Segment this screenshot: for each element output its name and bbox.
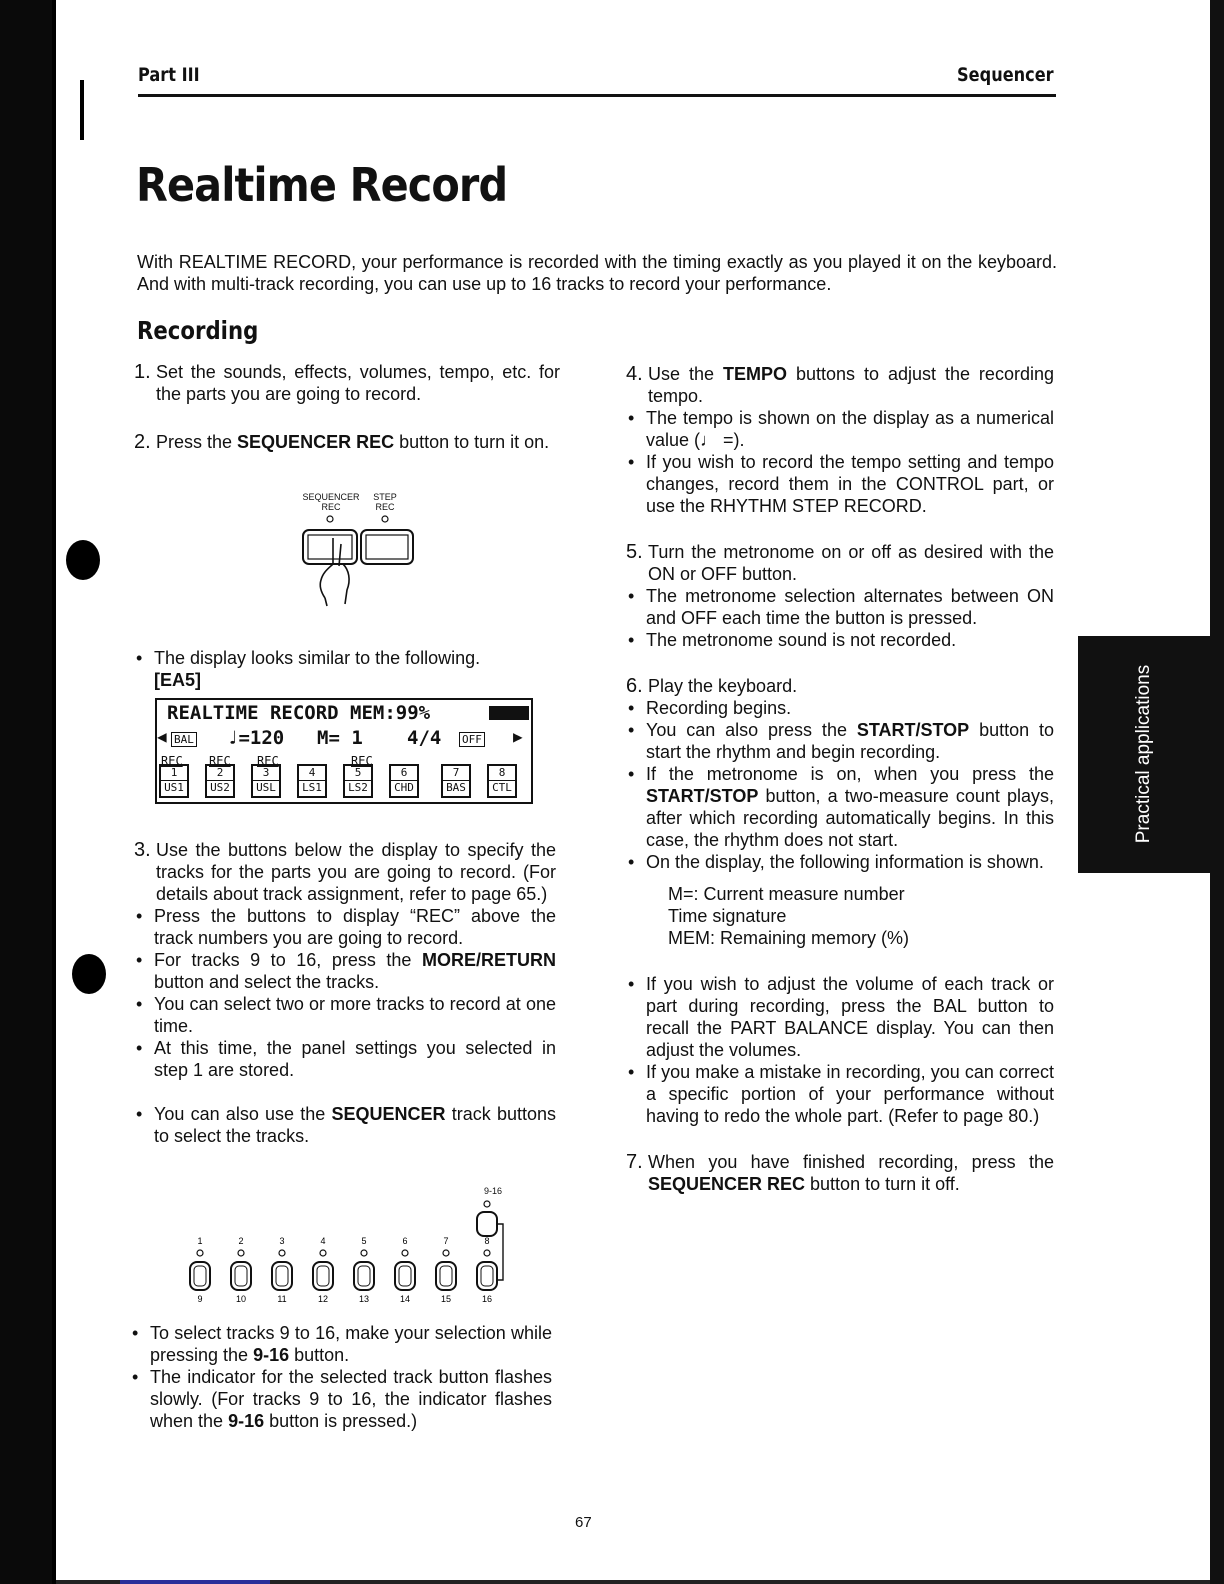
lcd-tempo: ♩=120 bbox=[227, 727, 285, 749]
left-column bbox=[134, 361, 560, 453]
display-note: • The display looks similar to the following. [EA5] bbox=[134, 647, 560, 691]
bullet: • If you wish to record the tempo setting and tempo changes, record them in the CONTROL part, or use the RHYTHM STEP RECORD. bbox=[626, 451, 1054, 517]
bullet: • The tempo is shown on the display as a numerical value (♩ =). bbox=[626, 407, 1054, 451]
page-title: Realtime Record bbox=[136, 158, 508, 212]
bullet: • The metronome selection alternates between ON and OFF each time the button is pressed. bbox=[626, 585, 1054, 629]
bullet: • The indicator for the selected track button flashes slowly. (For tracks 9 to 16, the indicator flashes when the 9-16 button is pressed.) bbox=[130, 1366, 552, 1432]
lcd-track-7: 7 BAS bbox=[441, 764, 471, 798]
bullet: • You can select two or more tracks to record at one time. bbox=[134, 993, 556, 1037]
memory-icon bbox=[489, 706, 529, 720]
track-button-face bbox=[235, 1266, 247, 1286]
lcd-rec-5: REC bbox=[351, 754, 373, 768]
step-3: 3. Use the buttons below the display to specify the tracks for the parts you are going to record. (For details about track assignment, refer to page 65.) bbox=[134, 839, 556, 904]
bullet: • For tracks 9 to 16, press the MORE/RETURN button and select the tracks. bbox=[134, 949, 556, 993]
lcd-track-5: 5 LS2 bbox=[343, 764, 373, 798]
track-indicator bbox=[238, 1250, 244, 1256]
bullet: • At this time, the panel settings you selected in step 1 are stored. bbox=[134, 1037, 556, 1081]
track-button-face bbox=[481, 1266, 493, 1286]
side-tab-label: Practical applications bbox=[1133, 664, 1154, 844]
binding-hole bbox=[66, 540, 100, 580]
bullet: • You can also press the START/STOP button to start the rhythm and begin recording. bbox=[626, 719, 1054, 763]
lcd-rec-2: REC bbox=[209, 754, 231, 768]
track-button-face bbox=[358, 1266, 370, 1286]
lcd-track-2: 2 US2 bbox=[205, 764, 235, 798]
track-button-face bbox=[194, 1266, 206, 1286]
page-number: 67 bbox=[575, 1514, 592, 1531]
step-7: 7. When you have finished recording, press the SEQUENCER REC button to turn it off. bbox=[626, 1151, 1054, 1194]
track-number-label: 5 bbox=[361, 1236, 367, 1246]
track-number-label: 4 bbox=[320, 1236, 326, 1246]
left-arrow-icon: ◀ bbox=[157, 727, 167, 746]
track-number-label: 12 bbox=[317, 1294, 329, 1304]
section-heading: Recording bbox=[137, 316, 259, 345]
track-number-label: 3 bbox=[279, 1236, 285, 1246]
scan-mark bbox=[120, 1580, 270, 1584]
lcd-track-3: 3 USL bbox=[251, 764, 281, 798]
scan-border-right bbox=[1210, 0, 1224, 1584]
step-4: 4. Use the TEMPO buttons to adjust the recording tempo. bbox=[626, 363, 1054, 406]
track-button-face bbox=[317, 1266, 329, 1286]
left-column-lower bbox=[134, 839, 556, 1147]
scan-border-left bbox=[0, 0, 52, 1584]
step-6: 6. Play the keyboard. bbox=[626, 675, 798, 697]
track-number-label: 1 bbox=[197, 1236, 203, 1246]
track-number-label: 10 bbox=[235, 1294, 247, 1304]
lcd-timesig: 4/4 bbox=[407, 727, 442, 749]
step-1: 1. Set the sounds, effects, volumes, tempo, etc. for the parts you are going to record. bbox=[134, 361, 560, 404]
step-2: 2. Press the SEQUENCER REC button to turn it on. bbox=[134, 431, 550, 453]
track-button-face bbox=[276, 1266, 288, 1286]
right-column bbox=[626, 363, 1054, 1195]
track-indicator bbox=[361, 1250, 367, 1256]
lcd-measure: M= 1 bbox=[317, 727, 363, 749]
btn-9-16 bbox=[477, 1212, 497, 1236]
bullet: • If you make a mistake in recording, you can correct a specific portion of your performance without having to redo the whole part. (Refer to page 80.) bbox=[626, 1061, 1054, 1127]
lcd-track-8: 8 CTL bbox=[487, 764, 517, 798]
left-column-bottom bbox=[130, 1322, 552, 1432]
track-number-label: 15 bbox=[440, 1294, 452, 1304]
header-part: Part III bbox=[138, 64, 200, 86]
header-section: Sequencer bbox=[957, 64, 1054, 86]
scan-mark bbox=[52, 0, 56, 1584]
track-number-label: 14 bbox=[399, 1294, 411, 1304]
track-number-label: 16 bbox=[481, 1294, 493, 1304]
intro-paragraph: With REALTIME RECORD, your performance is recorded with the timing exactly as you played it on the keyboard. And with multi-track recording, you can use up to 16 tracks to record your performance. bbox=[137, 252, 1057, 294]
track-indicator bbox=[402, 1250, 408, 1256]
lcd-rec-3: REC bbox=[257, 754, 279, 768]
track-indicator bbox=[484, 1250, 490, 1256]
track-number-label: 9 bbox=[197, 1294, 203, 1304]
step-rec-label: STEP REC bbox=[373, 492, 397, 512]
lcd-rec-1: REC bbox=[161, 754, 183, 768]
bullet: • To select tracks 9 to 16, make your selection while pressing the 9-16 button. bbox=[130, 1322, 552, 1366]
bullet: • Press the buttons to display “REC” above the track numbers you are going to record. bbox=[134, 905, 556, 949]
track-button-face bbox=[399, 1266, 411, 1286]
lcd-track-1: 1 US1 bbox=[159, 764, 189, 798]
bullet: • Recording begins. bbox=[626, 697, 1054, 719]
step-5: 5. Turn the metronome on or off as desired with the ON or OFF button. bbox=[626, 541, 1054, 584]
bullet: • If you wish to adjust the volume of each track or part during recording, press the BAL button to recall the PART BALANCE display. You can then adjust the volumes. bbox=[626, 973, 1054, 1061]
header-rule bbox=[138, 94, 1056, 97]
bullet: • The metronome sound is not recorded. bbox=[626, 629, 1054, 651]
lcd-track-6: 6 CHD bbox=[389, 764, 419, 798]
bullet: • If the metronome is on, when you press the START/STOP button, a two-measure count plays, after which recording automatically begins. In this case, the rhythm does not start. bbox=[626, 763, 1054, 851]
right-arrow-icon: ▶ bbox=[513, 727, 523, 746]
bullet: • On the display, the following information is shown. bbox=[626, 851, 1054, 873]
track-buttons-figure bbox=[180, 1196, 520, 1308]
track-number-label: 11 bbox=[277, 1294, 287, 1304]
lcd-track-4: 4 LS1 bbox=[297, 764, 327, 798]
track-number-label: 13 bbox=[358, 1294, 370, 1304]
track-indicator bbox=[197, 1250, 203, 1256]
track-indicator bbox=[320, 1250, 326, 1256]
binding-hole bbox=[72, 954, 106, 994]
track-number-label: 7 bbox=[443, 1236, 449, 1246]
btn-9-16-label: 9-16 bbox=[483, 1186, 502, 1196]
display-info: M=: Current measure number Time signature MEM: Remaining memory (%) bbox=[668, 884, 910, 948]
track-number-label: 2 bbox=[238, 1236, 244, 1246]
lcd-title: REALTIME RECORD MEM:99% bbox=[167, 702, 431, 724]
lcd-display bbox=[155, 698, 533, 804]
bullet: • You can also use the SEQUENCER track buttons to select the tracks. bbox=[134, 1103, 556, 1147]
lcd-bal: BAL bbox=[171, 732, 197, 747]
page-margin bbox=[52, 0, 84, 1584]
track-number-label: 8 bbox=[484, 1236, 490, 1246]
seq-rec-label: SEQUENCER REC bbox=[302, 492, 360, 512]
btn-9-16-indicator bbox=[484, 1201, 490, 1207]
scan-mark bbox=[80, 80, 84, 140]
track-indicator bbox=[279, 1250, 285, 1256]
track-number-label: 6 bbox=[402, 1236, 408, 1246]
rec-buttons-figure bbox=[295, 514, 425, 610]
lcd-metronome: OFF bbox=[459, 732, 485, 747]
track-indicator bbox=[443, 1250, 449, 1256]
track-button-face bbox=[440, 1266, 452, 1286]
